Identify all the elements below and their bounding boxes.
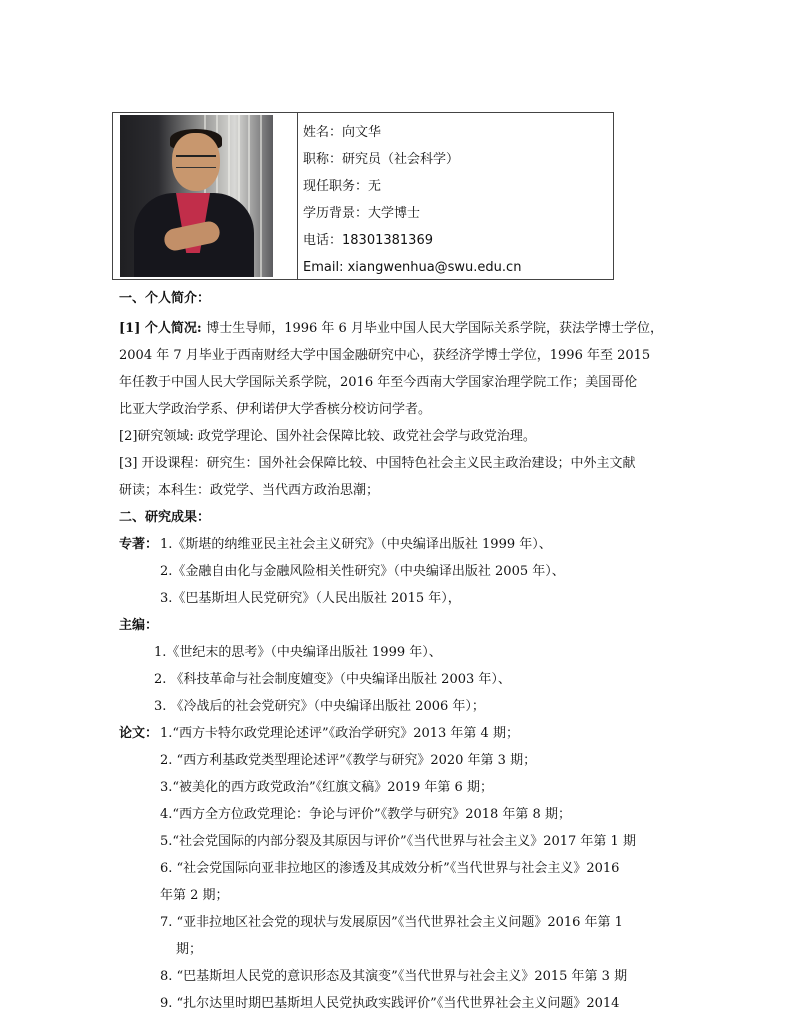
paper-7-cont: 期； xyxy=(176,942,203,957)
paper-2: 2. “西方利基政党类型理论述评”《教学与研究》2020 年第 3 期； xyxy=(160,753,537,768)
paper-9: 9. “扎尔达里时期巴基斯坦人民党执政实践评价”《当代世界社会主义问题》2014 xyxy=(160,996,620,1011)
monograph-3: 3.《巴基斯坦人民党研究》（人民出版社 2015 年）， xyxy=(160,591,461,606)
paper-4: 4.“西方全方位政党理论：争论与评价”《教学与研究》2018 年第 8 期； xyxy=(160,807,571,822)
paper-6-cont: 年第 2 期； xyxy=(160,888,229,903)
intro-line-4: 比亚大学政治学系、伊利诺伊大学香槟分校访问学者。 xyxy=(119,402,432,417)
paper-1: 1.“西方卡特尔政党理论述评”《政治学研究》2013 年第 4 期； xyxy=(160,726,519,741)
table-divider xyxy=(297,113,298,279)
phone-line: 电话：18301381369 xyxy=(303,233,433,248)
monograph-2: 2.《金融自由化与金融风险相关性研究》（中央编译出版社 2005 年）、 xyxy=(160,564,565,579)
intro-text-1: 博士生导师，1996 年 6 月毕业中国人民大学国际关系学院，获法学博士学位， xyxy=(206,321,663,336)
paper-7: 7. “亚非拉地区社会党的现状与发展原因”《当代世界社会主义问题》2016 年第 1 xyxy=(160,915,623,930)
paper-8: 8. “巴基斯坦人民党的意识形态及其演变”《当代世界与社会主义》2015 年第 3 期 xyxy=(160,969,628,984)
edited-label: 主编： xyxy=(119,618,159,633)
name-line: 姓名：向文华 xyxy=(303,125,382,140)
profile-table xyxy=(112,112,614,280)
paper-5: 5.“社会党国际的内部分裂及其原因与评价”《当代世界与社会主义》2017 年第 1 期 xyxy=(160,834,636,849)
research-line: [2]研究领域: 政党学理论、国外社会保障比较、政党社会学与政党治理。 xyxy=(119,429,536,444)
paper-3: 3.“被美化的西方政党政治”《红旗文稿》2019 年第 6 期； xyxy=(160,780,493,795)
intro-line-2: 2004 年 7 月毕业于西南财经大学中国金融研究中心，获经济学博士学位，1996 年至 2015 xyxy=(119,348,651,363)
courses-line-1: [3] 开设课程：研究生：国外社会保障比较、中国特色社会主义民主政治建设；中外主文献 xyxy=(119,456,636,471)
email-line: Email: xiangwenhua@swu.edu.cn xyxy=(303,260,522,275)
edited-2: 2. 《科技革命与社会制度嬗变》（中央编译出版社 2003 年）、 xyxy=(154,672,511,687)
education-line: 学历背景：大学博士 xyxy=(303,206,421,221)
profile-info xyxy=(303,119,609,281)
edited-3: 3. 《冷战后的社会党研究》（中央编译出版社 2006 年）； xyxy=(154,699,485,714)
papers-label: 论文： xyxy=(119,726,159,741)
profile-photo xyxy=(120,115,273,277)
edited-1: 1.《世纪末的思考》（中央编译出版社 1999 年）、 xyxy=(154,645,442,660)
courses-line-2: 研读；本科生：政党学、当代西方政治思潮； xyxy=(119,483,380,498)
monograph-1: 1.《斯堪的纳维亚民主社会主义研究》（中央编译出版社 1999 年）、 xyxy=(160,537,552,552)
intro-label: [1] 个人简况: xyxy=(119,321,207,336)
section2-heading: 二、研究成果： xyxy=(119,510,211,525)
paper-6: 6. “社会党国际向亚非拉地区的渗透及其成效分析”《当代世界与社会主义》2016 xyxy=(160,861,620,876)
intro-line-3: 年任教于中国人民大学国际关系学院，2016 年至今西南大学国家治理学院工作；美国哥伦 xyxy=(119,375,638,390)
intro-line-1 xyxy=(119,320,663,338)
title-line: 职称：研究员（社会科学） xyxy=(303,152,460,167)
position-line: 现任职务：无 xyxy=(303,179,382,194)
section1-heading: 一、个人简介： xyxy=(119,291,211,306)
monographs-label: 专著： xyxy=(119,537,159,552)
